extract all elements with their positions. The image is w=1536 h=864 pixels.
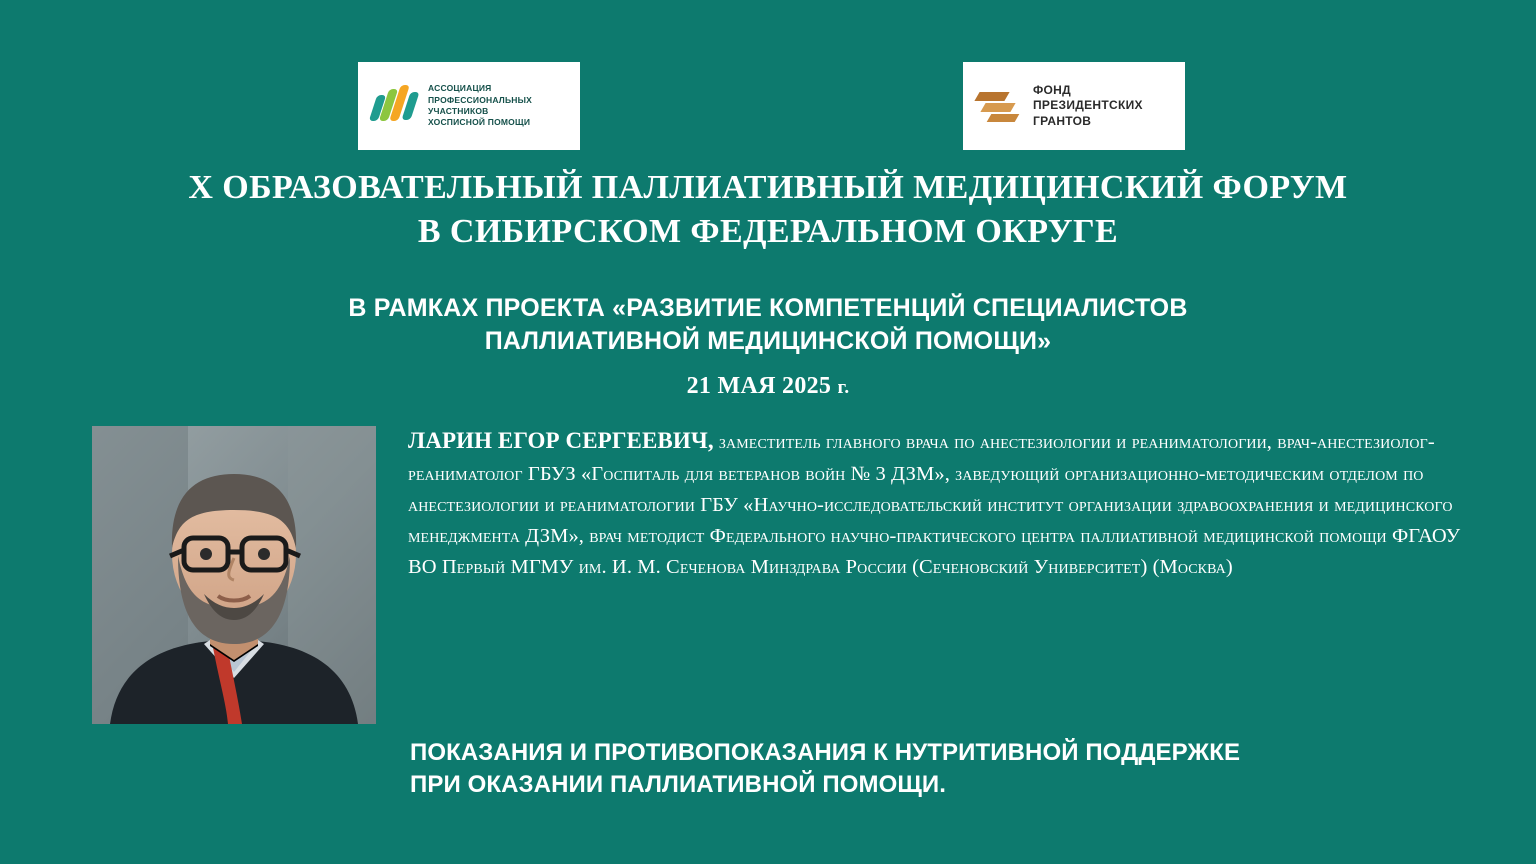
association-logo-line-3: УЧАСТНИКОВ <box>428 106 489 116</box>
association-logo-line-1: АССОЦИАЦИЯ <box>428 83 492 94</box>
page-subtitle-line-1: В РАМКАХ ПРОЕКТА «РАЗВИТИЕ КОМПЕТЕНЦИЙ СПЕЦИАЛИСТОВ <box>348 294 1188 322</box>
logos-row <box>0 62 1536 152</box>
page-subtitle-line-2: ПАЛЛИАТИВНОЙ МЕДИЦИНСКОЙ ПОМОЩИ» <box>484 327 1052 356</box>
association-logo-text <box>428 83 532 129</box>
lecture-topic-line-2: ПРИ ОКАЗАНИИ ПАЛЛИАТИВНОЙ ПОМОЩИ. <box>410 771 947 799</box>
speaker-description: заместитель главного врача по анестезиологии и реаниматологии, врач-анестезиолог-реаниматолог ГБУЗ «Госпиталь для ветеранов войн № 3 ДЗМ», заведующий организационно-методическим отделом по анестезиологии и реаниматологии ГБУ «Научно-исследовательский институт организации здравоохранения и медицинского менеджмента ДЗМ», врач методист Федерального научно-практического центра паллиативной медицинской помощи ФГАОУ ВО Первый МГМУ им. И. М. Сеченова Минздрава России (Сеченовский Университет) (Москва) <box>408 431 1461 579</box>
association-logo-card <box>358 62 580 150</box>
event-date-suffix: г. <box>837 377 850 398</box>
page-title-line-2: В СИБИРСКОМ ФЕДЕРАЛЬНОМ ОКРУГЕ <box>417 212 1119 250</box>
fund-logo-card <box>963 62 1185 150</box>
association-logo-line-4: ХОСПИСНОЙ ПОМОЩИ <box>428 117 531 128</box>
lecture-topic <box>410 737 1480 802</box>
association-logo-line-2: ПРОФЕССИОНАЛЬНЫХ <box>428 94 532 105</box>
fund-logo-line-1: ФОНД <box>1033 82 1071 97</box>
fund-logo-line-3: ГРАНТОВ <box>1033 113 1092 128</box>
speaker-bio <box>408 424 1468 584</box>
page-title <box>0 166 1536 253</box>
lecture-topic-line-1: ПОКАЗАНИЯ И ПРОТИВОПОКАЗАНИЯ К НУТРИТИВНОЙ ПОДДЕРЖКЕ <box>410 739 1241 766</box>
presidential-grants-fund-logo-icon <box>977 86 1021 126</box>
page-title-line-1: X ОБРАЗОВАТЕЛЬНЫЙ ПАЛЛИАТИВНЫЙ МЕДИЦИНСКИЙ ФОРУМ <box>188 169 1348 206</box>
event-date-value: 21 МАЯ 2025 <box>686 373 832 399</box>
fund-logo-text <box>1033 83 1143 130</box>
event-date <box>0 373 1536 400</box>
page-subtitle <box>0 292 1536 359</box>
speaker-photo <box>92 426 376 724</box>
fund-logo-line-2: ПРЕЗИДЕНТСКИХ <box>1033 98 1143 113</box>
association-hospice-care-logo-icon <box>372 83 418 129</box>
speaker-portrait-illustration <box>92 426 376 724</box>
speaker-name: ЛАРИН ЕГОР СЕРГЕЕВИЧ, <box>408 428 714 453</box>
